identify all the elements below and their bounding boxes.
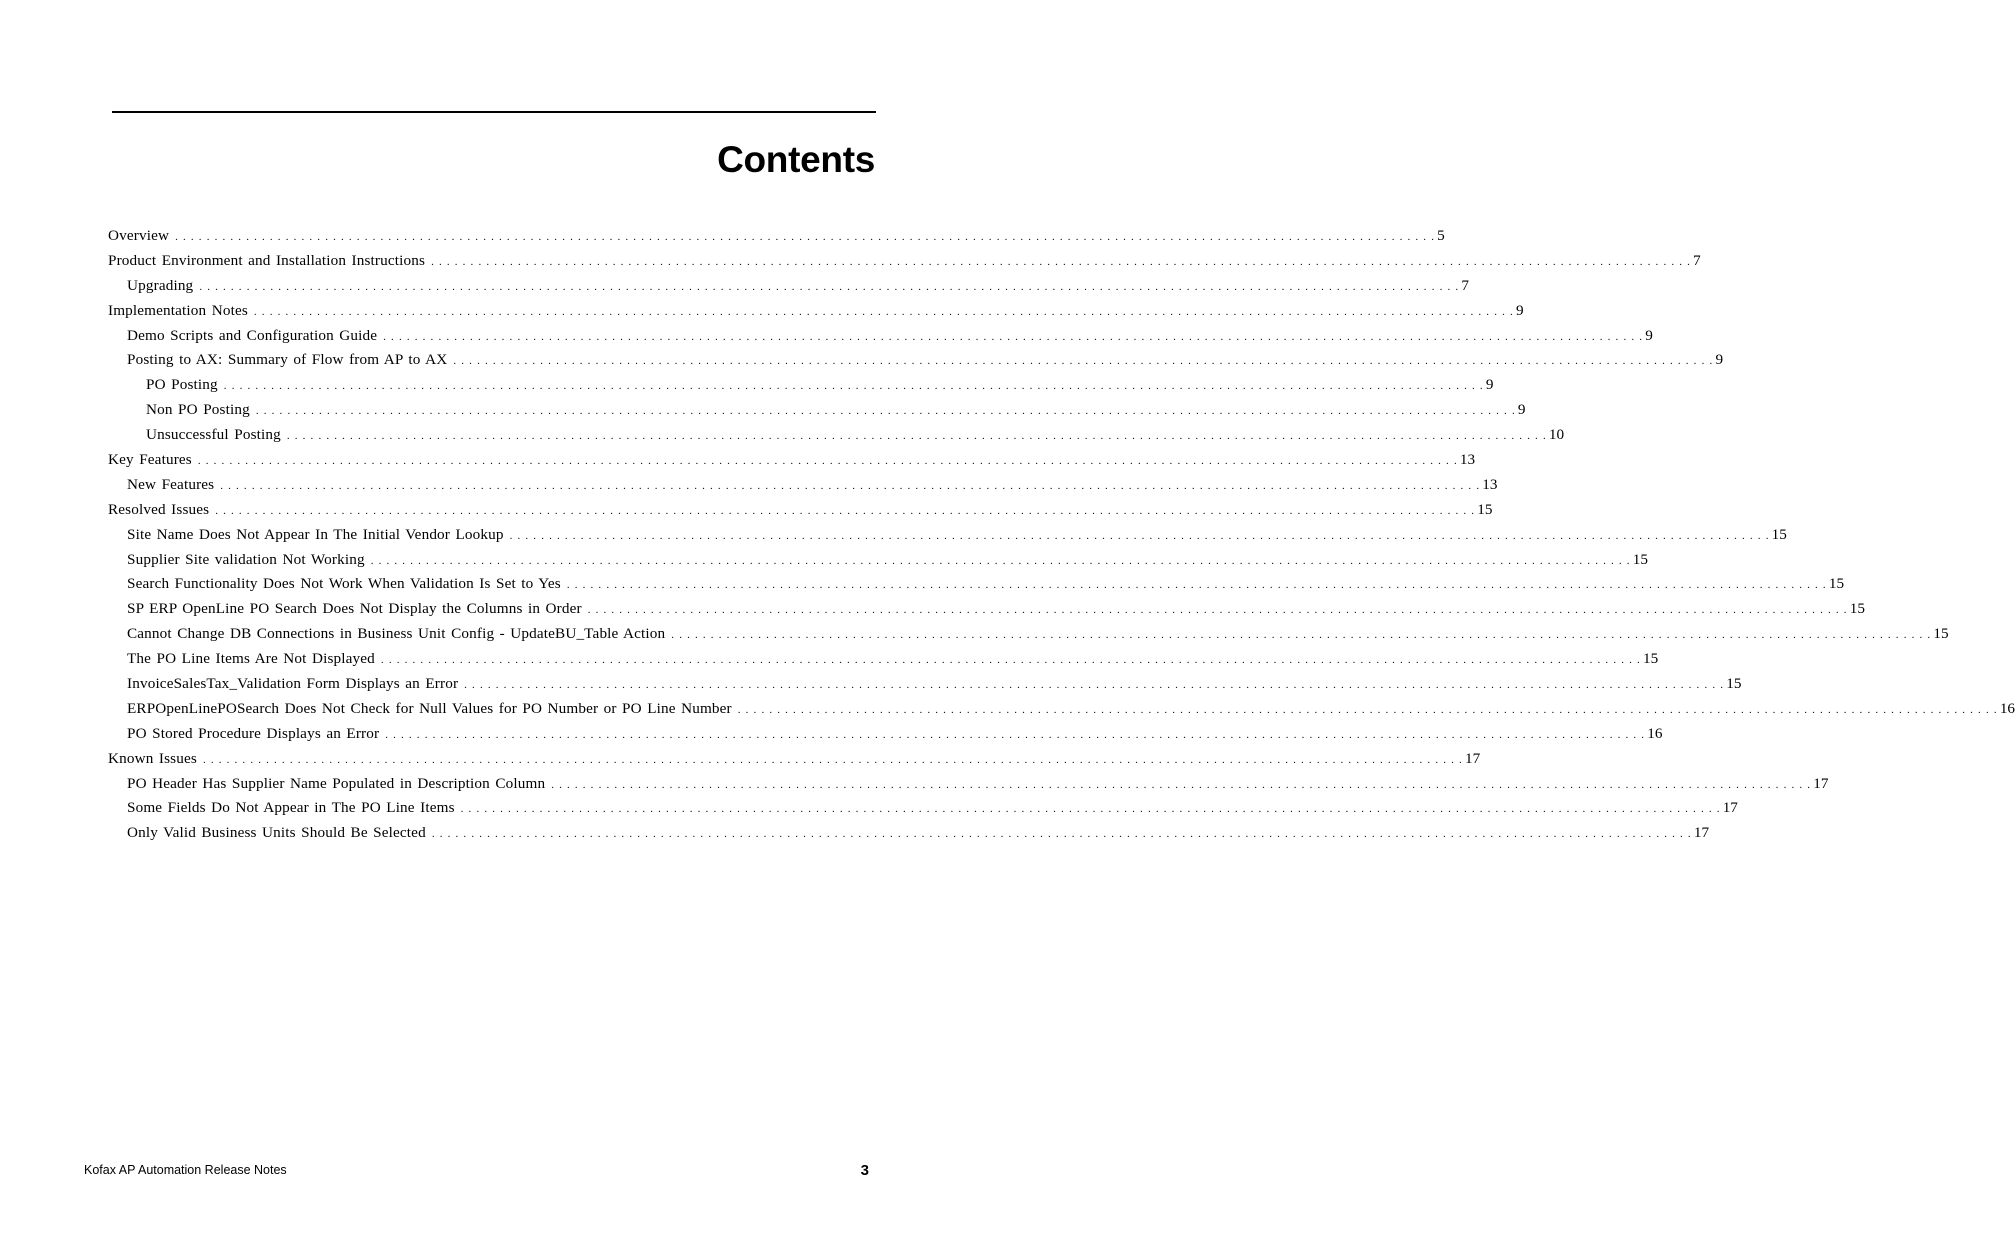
toc-dot-leader: . . . . . . . . . . . . . . . . . . . . . . . . . . . . . . . . . . . . . . . . . . . . . . . . . . . . . . . . . . . . . . . . . . . . . . . . . . . . . . . . . . . . . . . . . . . . . . . . . . . . . . . . . . . . . . . . . . . . . . . . . . . . . . . . . . . . . . . . . . . . . . . . . . . . . . . . . . . . . . . . <box>220 479 1481 492</box>
toc-dot-leader: . . . . . . . . . . . . . . . . . . . . . . . . . . . . . . . . . . . . . . . . . . . . . . . . . . . . . . . . . . . . . . . . . . . . . . . . . . . . . . . . . . . . . . . . . . . . . . . . . . . . . . . . . . . . . . . . . . . . . . . . . . . . . . . . . . . . . . . . . . . . . . . . . . . . . . . . . . . . . . . . <box>385 728 1646 741</box>
toc-entry[interactable] <box>108 747 1481 772</box>
toc-entry-page: 17 <box>1693 824 1710 842</box>
toc-entry-title: Implementation Notes <box>108 301 248 319</box>
toc-entry-title: ERPOpenLinePOSearch Does Not Check for Null Values for PO Number or PO Line Number <box>127 699 732 717</box>
header-rule <box>112 111 876 113</box>
toc-entry-page: 15 <box>1828 575 1845 593</box>
toc-entry-page: 15 <box>1477 500 1493 518</box>
toc-dot-leader: . . . . . . . . . . . . . . . . . . . . . . . . . . . . . . . . . . . . . . . . . . . . . . . . . . . . . . . . . . . . . . . . . . . . . . . . . . . . . . . . . . . . . . . . . . . . . . . . . . . . . . . . . . . . . . . . . . . . . . . . . . . . . . . . . . . . . . . . . . . . . . . . . . . . . . . . . . . . . . . . <box>453 355 1714 368</box>
toc-entry-page: 17 <box>1465 749 1481 767</box>
footer-page-number: 3 <box>860 1162 869 1179</box>
toc-entry[interactable] <box>108 498 1493 523</box>
toc-entry[interactable] <box>108 448 1476 473</box>
toc-entry[interactable] <box>108 274 1469 299</box>
toc-entry-title: SP ERP OpenLine PO Search Does Not Display the Columns in Order <box>127 600 582 618</box>
toc-entry-page: 15 <box>1726 675 1742 693</box>
toc-entry-page: 7 <box>1693 251 1701 269</box>
toc-entry-title: Known Issues <box>108 749 197 767</box>
toc-entry-page: 13 <box>1482 475 1498 493</box>
toc-dot-leader: . . . . . . . . . . . . . . . . . . . . . . . . . . . . . . . . . . . . . . . . . . . . . . . . . . . . . . . . . . . . . . . . . . . . . . . . . . . . . . . . . . . . . . . . . . . . . . . . . . . . . . . . . . . . . . . . . . . . . . . . . . . . . . . . . . . . . . . . . . . . . . . . . . . . . . . . . . . . . . . . <box>587 604 1848 617</box>
toc-entry-title: Site Name Does Not Appear In The Initial Vendor Lookup <box>127 525 504 543</box>
toc-entry-page: 13 <box>1459 451 1476 469</box>
toc-entry[interactable] <box>108 572 1845 597</box>
toc-dot-leader: . . . . . . . . . . . . . . . . . . . . . . . . . . . . . . . . . . . . . . . . . . . . . . . . . . . . . . . . . . . . . . . . . . . . . . . . . . . . . . . . . . . . . . . . . . . . . . . . . . . . . . . . . . . . . . . . . . . . . . . . . . . . . . . . . . . . . . . . . . . . . . . . . . . . . . . . . . . . . . . . <box>286 430 1547 443</box>
toc-dot-leader: . . . . . . . . . . . . . . . . . . . . . . . . . . . . . . . . . . . . . . . . . . . . . . . . . . . . . . . . . . . . . . . . . . . . . . . . . . . . . . . . . . . . . . . . . . . . . . . . . . . . . . . . . . . . . . . . . . . . . . . . . . . . . . . . . . . . . . . . . . . . . . . . . . . . . . . . . . . . . . . . <box>431 828 1692 841</box>
toc-entry-page: 15 <box>1771 525 1787 543</box>
toc-entry-title: Posting to AX: Summary of Flow from AP to AX <box>127 351 448 369</box>
toc-dot-leader: . . . . . . . . . . . . . . . . . . . . . . . . . . . . . . . . . . . . . . . . . . . . . . . . . . . . . . . . . . . . . . . . . . . . . . . . . . . . . . . . . . . . . . . . . . . . . . . . . . . . . . . . . . . . . . . . . . . . . . . . . . . . . . . . . . . . . . . . . . . . . . . . . . . . . . . . . . . . . . . . <box>202 753 1463 766</box>
toc-entry-page: 9 <box>1515 301 1524 319</box>
toc-dot-leader: . . . . . . . . . . . . . . . . . . . . . . . . . . . . . . . . . . . . . . . . . . . . . . . . . . . . . . . . . . . . . . . . . . . . . . . . . . . . . . . . . . . . . . . . . . . . . . . . . . . . . . . . . . . . . . . . . . . . . . . . . . . . . . . . . . . . . . . . . . . . . . . . . . . . . . . . . . . . . . . . <box>460 803 1721 816</box>
toc-entry[interactable] <box>108 373 1494 398</box>
table-of-contents <box>108 224 2015 846</box>
toc-entry-page: 17 <box>1813 774 1829 792</box>
toc-entry[interactable] <box>108 772 1829 797</box>
toc-entry[interactable] <box>108 647 1659 672</box>
toc-entry-title: Product Environment and Installation Instructions <box>108 251 426 269</box>
toc-dot-leader: . . . . . . . . . . . . . . . . . . . . . . . . . . . . . . . . . . . . . . . . . . . . . . . . . . . . . . . . . . . . . . . . . . . . . . . . . . . . . . . . . . . . . . . . . . . . . . . . . . . . . . . . . . . . . . . . . . . . . . . . . . . . . . . . . . . . . . . . . . . . . . . . . . . . . . . . . . . . . . . . <box>380 654 1641 667</box>
toc-entry-title: Search Functionality Does Not Work When Validation Is Set to Yes <box>127 575 561 593</box>
toc-entry-title: Only Valid Business Units Should Be Selected <box>127 824 426 842</box>
toc-dot-leader: . . . . . . . . . . . . . . . . . . . . . . . . . . . . . . . . . . . . . . . . . . . . . . . . . . . . . . . . . . . . . . . . . . . . . . . . . . . . . . . . . . . . . . . . . . . . . . . . . . . . . . . . . . . . . . . . . . . . . . . . . . . . . . . . . . . . . . . . . . . . . . . . . . . . . . . . . . . . . . . . <box>383 330 1644 343</box>
toc-entry[interactable] <box>108 299 1524 324</box>
toc-dot-leader: . . . . . . . . . . . . . . . . . . . . . . . . . . . . . . . . . . . . . . . . . . . . . . . . . . . . . . . . . . . . . . . . . . . . . . . . . . . . . . . . . . . . . . . . . . . . . . . . . . . . . . . . . . . . . . . . . . . . . . . . . . . . . . . . . . . . . . . . . . . . . . . . . . . . . . . . . . . . . . . . <box>197 455 1458 468</box>
toc-dot-leader: . . . . . . . . . . . . . . . . . . . . . . . . . . . . . . . . . . . . . . . . . . . . . . . . . . . . . . . . . . . . . . . . . . . . . . . . . . . . . . . . . . . . . . . . . . . . . . . . . . . . . . . . . . . . . . . . . . . . . . . . . . . . . . . . . . . . . . . . . . . . . . . . . . . . . . . . . . . . . . . . <box>370 554 1631 567</box>
toc-entry[interactable] <box>108 324 1653 349</box>
toc-entry[interactable] <box>108 548 1648 573</box>
toc-entry[interactable] <box>108 249 1701 274</box>
toc-entry-title: Some Fields Do Not Appear in The PO Line Items <box>127 799 455 817</box>
toc-dot-leader: . . . . . . . . . . . . . . . . . . . . . . . . . . . . . . . . . . . . . . . . . . . . . . . . . . . . . . . . . . . . . . . . . . . . . . . . . . . . . . . . . . . . . . . . . . . . . . . . . . . . . . . . . . . . . . . . . . . . . . . . . . . . . . . . . . . . . . . . . . . . . . . . . . . . . . . . . . . . . . . . <box>551 778 1812 791</box>
toc-entry-title: Resolved Issues <box>108 500 210 518</box>
toc-entry[interactable] <box>108 672 1742 697</box>
toc-entry[interactable] <box>108 722 1663 747</box>
toc-entry-title: InvoiceSalesTax_Validation Form Displays an Error <box>127 675 459 693</box>
toc-entry-page: 15 <box>1632 550 1648 568</box>
toc-dot-leader: . . . . . . . . . . . . . . . . . . . . . . . . . . . . . . . . . . . . . . . . . . . . . . . . . . . . . . . . . . . . . . . . . . . . . . . . . . . . . . . . . . . . . . . . . . . . . . . . . . . . . . . . . . . . . . . . . . . . . . . . . . . . . . . . . . . . . . . . . . . . . . . . . . . . . . . . . . . . . . . . <box>253 305 1514 318</box>
toc-dot-leader: . . . . . . . . . . . . . . . . . . . . . . . . . . . . . . . . . . . . . . . . . . . . . . . . . . . . . . . . . . . . . . . . . . . . . . . . . . . . . . . . . . . . . . . . . . . . . . . . . . . . . . . . . . . . . . . . . . . . . . . . . . . . . . . . . . . . . . . . . . . . . . . . . . . . . . . . . . . . . . . . <box>464 679 1725 692</box>
toc-entry[interactable] <box>108 597 1865 622</box>
toc-dot-leader: . . . . . . . . . . . . . . . . . . . . . . . . . . . . . . . . . . . . . . . . . . . . . . . . . . . . . . . . . . . . . . . . . . . . . . . . . . . . . . . . . . . . . . . . . . . . . . . . . . . . . . . . . . . . . . . . . . . . . . . . . . . . . . . . . . . . . . . . . . . . . . . . . . . . . . . . . . . . . . . . <box>175 231 1436 243</box>
toc-entry[interactable] <box>108 622 1949 647</box>
toc-entry-title: Key Features <box>108 451 192 469</box>
toc-dot-leader: . . . . . . . . . . . . . . . . . . . . . . . . . . . . . . . . . . . . . . . . . . . . . . . . . . . . . . . . . . . . . . . . . . . . . . . . . . . . . . . . . . . . . . . . . . . . . . . . . . . . . . . . . . . . . . . . . . . . . . . . . . . . . . . . . . . . . . . . . . . . . . . . . . . . . . . . . . . . . . . . <box>255 405 1516 418</box>
toc-entry[interactable] <box>108 796 1738 821</box>
toc-entry-page: 7 <box>1461 276 1469 294</box>
toc-entry-title: Cannot Change DB Connections in Business Unit Config - UpdateBU_Table Action <box>127 625 666 643</box>
toc-dot-leader: . . . . . . . . . . . . . . . . . . . . . . . . . . . . . . . . . . . . . . . . . . . . . . . . . . . . . . . . . . . . . . . . . . . . . . . . . . . . . . . . . . . . . . . . . . . . . . . . . . . . . . . . . . . . . . . . . . . . . . . . . . . . . . . . . . . . . . . . . . . . . . . . . . . . . . . . . . . . . . . . <box>223 380 1484 393</box>
toc-dot-leader: . . . . . . . . . . . . . . . . . . . . . . . . . . . . . . . . . . . . . . . . . . . . . . . . . . . . . . . . . . . . . . . . . . . . . . . . . . . . . . . . . . . . . . . . . . . . . . . . . . . . . . . . . . . . . . . . . . . . . . . . . . . . . . . . . . . . . . . . . . . . . . . . . . . . . . . . . . . . . . . . <box>431 255 1692 268</box>
toc-entry-page: 9 <box>1715 351 1724 369</box>
toc-entry[interactable] <box>108 398 1526 423</box>
toc-entry-page: 16 <box>1647 724 1663 742</box>
toc-entry-page: 10 <box>1548 426 1565 444</box>
toc-entry-page: 9 <box>1645 326 1653 344</box>
toc-entry-title: Demo Scripts and Configuration Guide <box>127 326 378 344</box>
toc-dot-leader: . . . . . . . . . . . . . . . . . . . . . . . . . . . . . . . . . . . . . . . . . . . . . . . . . . . . . . . . . . . . . . . . . . . . . . . . . . . . . . . . . . . . . . . . . . . . . . . . . . . . . . . . . . . . . . . . . . . . . . . . . . . . . . . . . . . . . . . . . . . . . . . . . . . . . . . . . . . . . . . . <box>509 529 1770 542</box>
toc-dot-leader: . . . . . . . . . . . . . . . . . . . . . . . . . . . . . . . . . . . . . . . . . . . . . . . . . . . . . . . . . . . . . . . . . . . . . . . . . . . . . . . . . . . . . . . . . . . . . . . . . . . . . . . . . . . . . . . . . . . . . . . . . . . . . . . . . . . . . . . . . . . . . . . . . . . . . . . . . . . . . . . . <box>215 504 1476 517</box>
toc-entry-title: Supplier Site validation Not Working <box>127 550 365 568</box>
toc-entry-title: The PO Line Items Are Not Displayed <box>127 650 375 668</box>
toc-entry-page: 9 <box>1485 376 1494 394</box>
toc-entry-page: 15 <box>1849 600 1865 618</box>
toc-entry[interactable] <box>108 697 2015 722</box>
toc-dot-leader: . . . . . . . . . . . . . . . . . . . . . . . . . . . . . . . . . . . . . . . . . . . . . . . . . . . . . . . . . . . . . . . . . . . . . . . . . . . . . . . . . . . . . . . . . . . . . . . . . . . . . . . . . . . . . . . . . . . . . . . . . . . . . . . . . . . . . . . . . . . . . . . . . . . . . . . . . . . . . . . . <box>737 703 1998 716</box>
toc-entry[interactable] <box>108 423 1565 448</box>
toc-dot-leader: . . . . . . . . . . . . . . . . . . . . . . . . . . . . . . . . . . . . . . . . . . . . . . . . . . . . . . . . . . . . . . . . . . . . . . . . . . . . . . . . . . . . . . . . . . . . . . . . . . . . . . . . . . . . . . . . . . . . . . . . . . . . . . . . . . . . . . . . . . . . . . . . . . . . . . . . . . . . . . . . <box>566 579 1827 592</box>
toc-entry-page: 17 <box>1722 799 1738 817</box>
toc-entry-title: PO Posting <box>146 376 218 394</box>
toc-entry-title: Overview <box>108 227 170 244</box>
toc-entry-title: New Features <box>127 475 215 493</box>
toc-entry-page: 9 <box>1517 401 1526 419</box>
toc-entry-page: 15 <box>1642 650 1659 668</box>
toc-entry[interactable] <box>108 523 1787 548</box>
toc-entry-page: 15 <box>1933 625 1949 643</box>
toc-entry[interactable] <box>108 224 1445 249</box>
toc-entry[interactable] <box>108 821 1710 846</box>
toc-entry-page: 16 <box>1999 699 2015 717</box>
page-title: Contents <box>717 139 875 180</box>
toc-entry-title: PO Header Has Supplier Name Populated in Description Column <box>127 774 546 792</box>
toc-entry[interactable] <box>108 348 1724 373</box>
toc-entry[interactable] <box>108 473 1498 498</box>
toc-dot-leader: . . . . . . . . . . . . . . . . . . . . . . . . . . . . . . . . . . . . . . . . . . . . . . . . . . . . . . . . . . . . . . . . . . . . . . . . . . . . . . . . . . . . . . . . . . . . . . . . . . . . . . . . . . . . . . . . . . . . . . . . . . . . . . . . . . . . . . . . . . . . . . . . . . . . . . . . . . . . . . . . <box>671 629 1932 642</box>
footer-document-title: Kofax AP Automation Release Notes <box>84 1163 287 1177</box>
toc-entry-title: Unsuccessful Posting <box>146 426 281 444</box>
toc-entry-page: 5 <box>1437 227 1445 244</box>
toc-dot-leader: . . . . . . . . . . . . . . . . . . . . . . . . . . . . . . . . . . . . . . . . . . . . . . . . . . . . . . . . . . . . . . . . . . . . . . . . . . . . . . . . . . . . . . . . . . . . . . . . . . . . . . . . . . . . . . . . . . . . . . . . . . . . . . . . . . . . . . . . . . . . . . . . . . . . . . . . . . . . . . . . <box>199 280 1460 293</box>
toc-entry-title: PO Stored Procedure Displays an Error <box>127 724 380 742</box>
toc-entry-title: Non PO Posting <box>146 401 250 419</box>
toc-entry-title: Upgrading <box>127 276 194 294</box>
